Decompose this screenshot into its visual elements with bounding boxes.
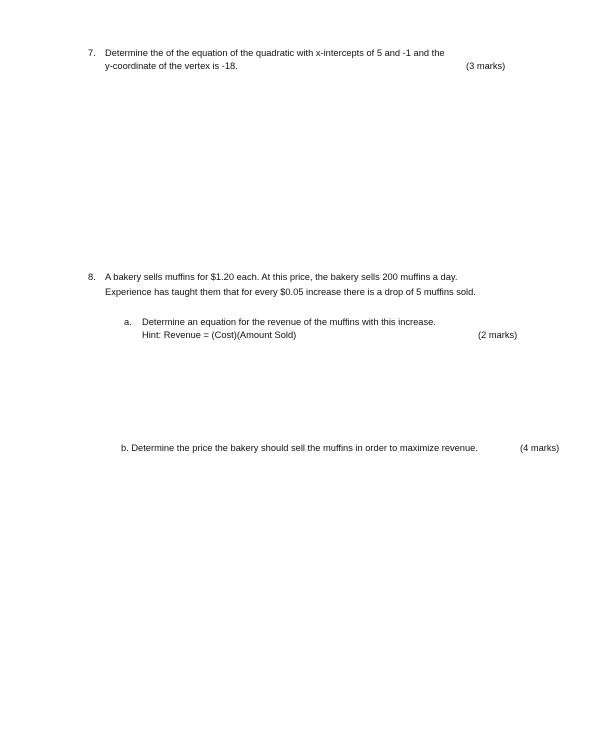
question-8-text-line-1: A bakery sells muffins for $1.20 each. At this price, the bakery sells 200 muffins a day. [105,272,458,282]
question-8-text-line-2: Experience has taught them that for every $0.05 increase there is a drop of 5 muffins sold. [105,287,476,297]
part-a-label: a. [124,317,132,327]
question-7-number: 7. [88,48,96,58]
question-7-text-line-2: y-coordinate of the vertex is -18. [105,61,238,71]
part-b-marks: (4 marks) [520,443,560,453]
part-b-text: b. Determine the price the bakery should sell the muffins in order to maximize revenue. [121,443,478,453]
question-8-number: 8. [88,272,96,282]
question-7-marks: (3 marks) [466,61,506,71]
question-7-text-line-1: Determine the of the equation of the quadratic with x-intercepts of 5 and -1 and the [105,48,445,58]
part-a-marks: (2 marks) [478,330,518,340]
part-a-hint: Hint: Revenue = (Cost)(Amount Sold) [142,330,297,340]
part-a-text-line-1: Determine an equation for the revenue of the muffins with this increase. [142,317,436,327]
